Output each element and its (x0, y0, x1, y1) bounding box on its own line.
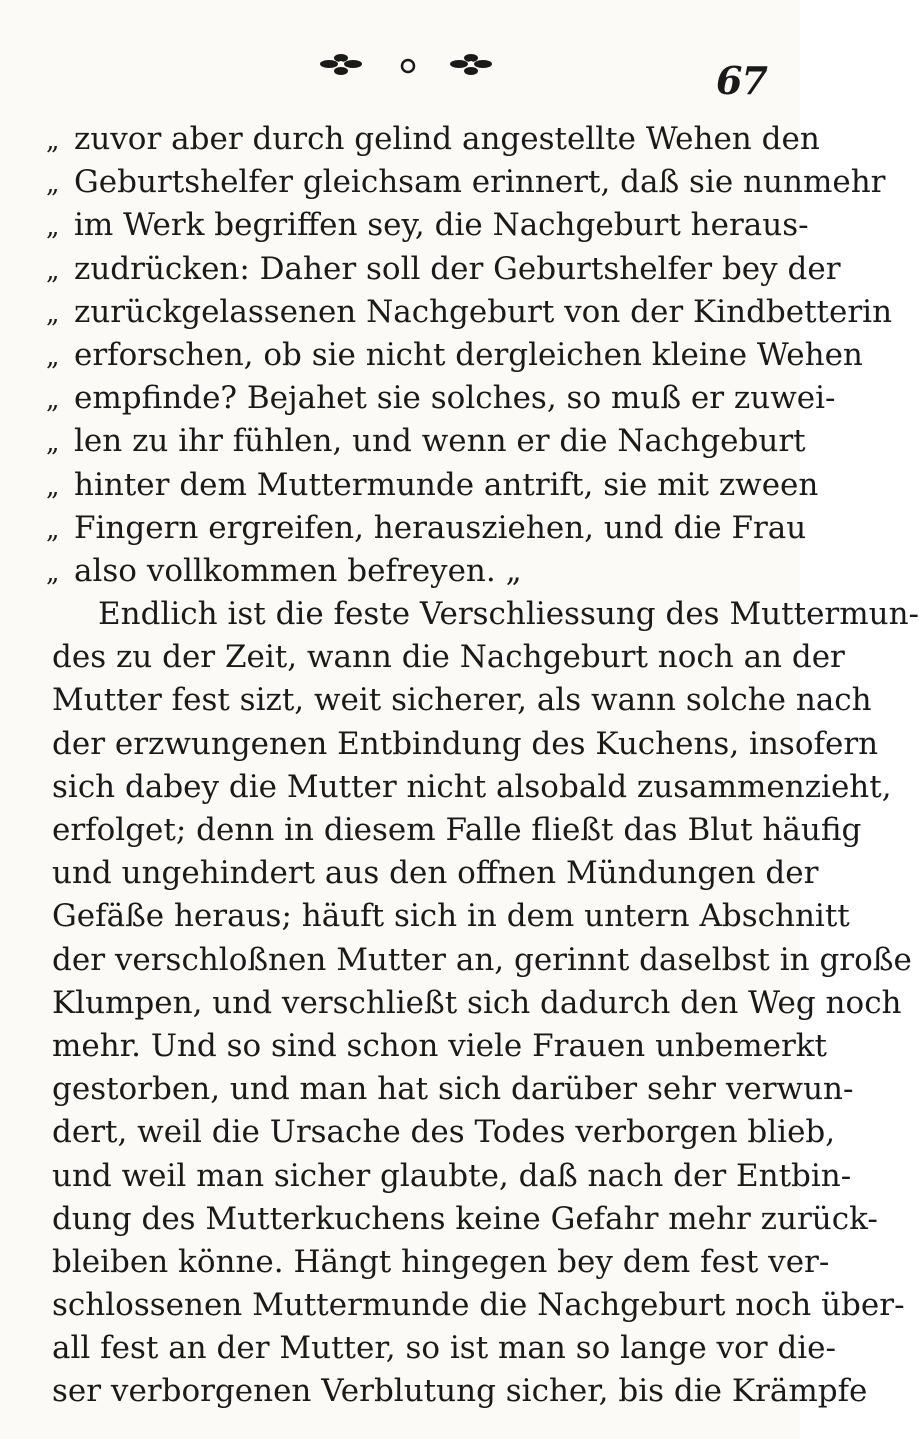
quote-mark: „ (46, 428, 60, 459)
text-line: „ zudrücken: Daher soll der Geburtshelfer bey der (46, 248, 776, 291)
text-line: „ Geburtshelfer gleichsam erinnert, daß sie nunmehr (46, 161, 776, 204)
text-line: „ Fingern ergreifen, herausziehen, und die Frau (46, 507, 776, 550)
quote-mark: „ (46, 385, 60, 416)
quote-mark: „ (46, 557, 60, 588)
text-line: „ hinter dem Muttermunde antrift, sie mit zween (46, 464, 776, 507)
text-line: erfolget; denn in diesem Falle fließt das Blut häufig (52, 812, 862, 848)
text-line: schlossenen Muttermunde die Nachgeburt noch über- (52, 1287, 905, 1324)
text-line: und weil man sicher glaubte, daß nach der Entbin- (52, 1157, 852, 1194)
ornament-left-fleuron-icon (320, 54, 362, 75)
text-line: und ungehindert aus den offnen Mündungen der (52, 855, 819, 892)
text-line: ser verborgenen Verblutung sicher, bis die Krämpfe (52, 1373, 868, 1410)
body-text (46, 118, 919, 1414)
text-line: dung des Mutterkuchens keine Gefahr mehr zurück- (52, 1200, 878, 1237)
text-line: der erzwungenen Entbindung des Kuchens, insofern (52, 725, 879, 762)
text-line: „ empfinde? Bejahet sie solches, so muß er zuwei- (46, 377, 776, 420)
text-line: gestorben, und man hat sich darüber sehr verwun- (52, 1071, 854, 1108)
page-number: 67 (716, 58, 767, 103)
paragraph-first-line: Endlich ist die feste Verschliessung des Muttermun- (98, 596, 919, 633)
text-line: „ im Werk begriffen sey, die Nachgeburt heraus- (46, 204, 776, 247)
header-ornament (0, 38, 800, 98)
text-line: Klumpen, und verschließt sich dadurch den Weg noch (52, 984, 902, 1021)
text-line: „ zuvor aber durch gelind angestellte Wehen den (46, 118, 776, 161)
text-line: der verschloßnen Mutter an, gerinnt daselbst in große (52, 941, 912, 978)
text-line: „ zurückgelassenen Nachgeburt von der Kindbetterin (46, 291, 776, 334)
quote-mark: „ (46, 341, 60, 372)
text-line: bleiben könne. Hängt hingegen bey dem fest ver- (52, 1243, 830, 1280)
text-line: „ len zu ihr fühlen, und wenn er die Nachgeburt (46, 420, 776, 463)
text-line: mehr. Und so sind schon viele Frauen unbemerkt (52, 1027, 827, 1064)
text-line: dert, weil die Ursache des Todes verborgen blieb, (52, 1114, 836, 1151)
text-line: „ also vollkommen befreyen. „ (46, 550, 776, 593)
quote-mark: „ (46, 514, 60, 545)
text-line: des zu der Zeit, wann die Nachgeburt noch an der (52, 639, 845, 676)
text-line: „ erforschen, ob sie nicht dergleichen kleine Wehen (46, 334, 776, 377)
ornament-right-fleuron-icon (450, 54, 492, 75)
quote-mark: „ (46, 126, 60, 156)
quote-mark: „ (46, 169, 60, 200)
quote-mark: „ (46, 212, 60, 243)
text-line: sich dabey die Mutter nicht alsobald zusammenzieht, (52, 768, 892, 805)
text-line: all fest an der Mutter, so ist man so lange vor die- (52, 1330, 836, 1367)
quote-mark: „ (46, 255, 60, 286)
text-line: Mutter fest sizt, weit sicherer, als wann solche nach (52, 682, 872, 719)
quote-mark: „ (46, 298, 60, 329)
ornament-center-circle-icon (402, 60, 414, 72)
text-line: Gefäße heraus; häuft sich in dem untern Abschnitt (52, 898, 850, 935)
quote-mark: „ (46, 471, 60, 502)
